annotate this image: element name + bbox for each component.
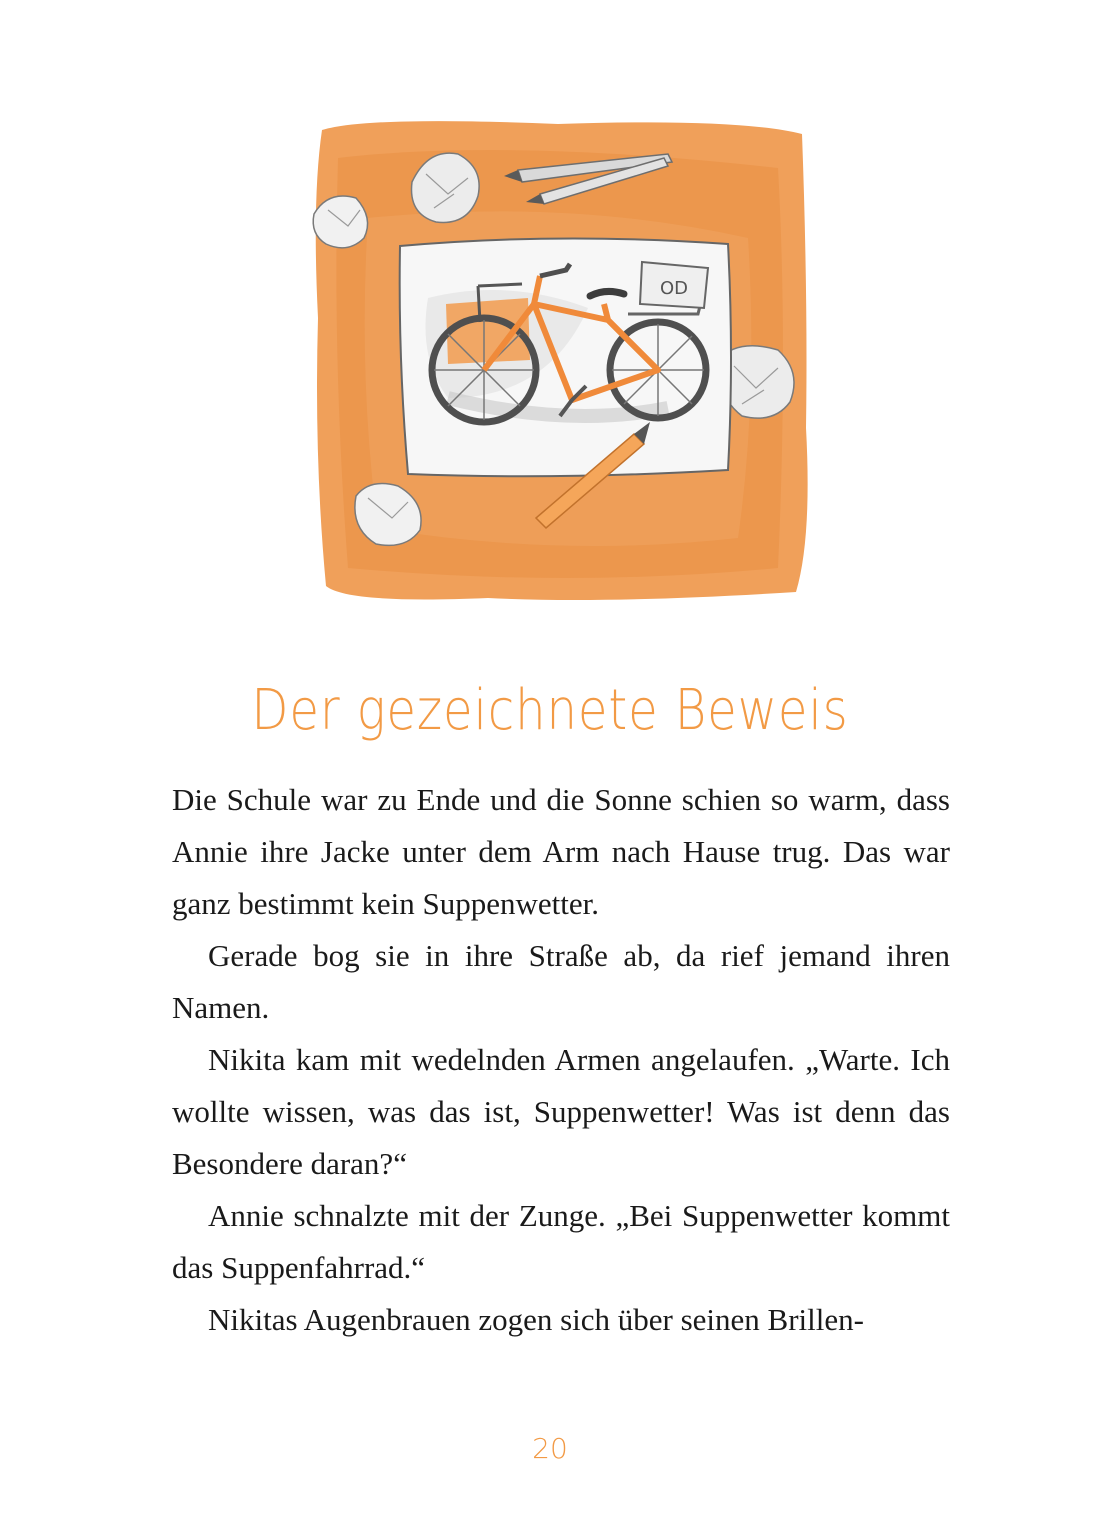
chapter-title: Der gezeichnete Beweis	[251, 677, 849, 743]
paragraph: Nikitas Augenbrauen zogen sich über seinen Brillen-	[208, 1302, 864, 1337]
sign-label: OD	[659, 278, 689, 299]
paragraph: Annie schnalzte mit der Zunge. „Bei Suppenwetter kommt das Suppenfahrrad.“	[172, 1198, 950, 1285]
paragraph: Die Schule war zu Ende und die Sonne schien so warm, dass Annie ihre Jacke unter dem Arm nach Hause trug. Das war ganz bestimmt kein Suppenwetter.	[172, 782, 950, 921]
paragraph: Gerade bog sie in ihre Straße ab, da rief jemand ihren Namen.	[172, 938, 950, 1025]
paragraph: Nikita kam mit wedelnden Armen angelaufen. „Warte. Ich wollte wissen, was das ist, Suppenwetter! Was ist denn das Besondere daran?“	[172, 1042, 950, 1181]
page-number: 20	[532, 1432, 568, 1465]
chapter-illustration	[308, 98, 814, 606]
body-text	[172, 774, 950, 1346]
